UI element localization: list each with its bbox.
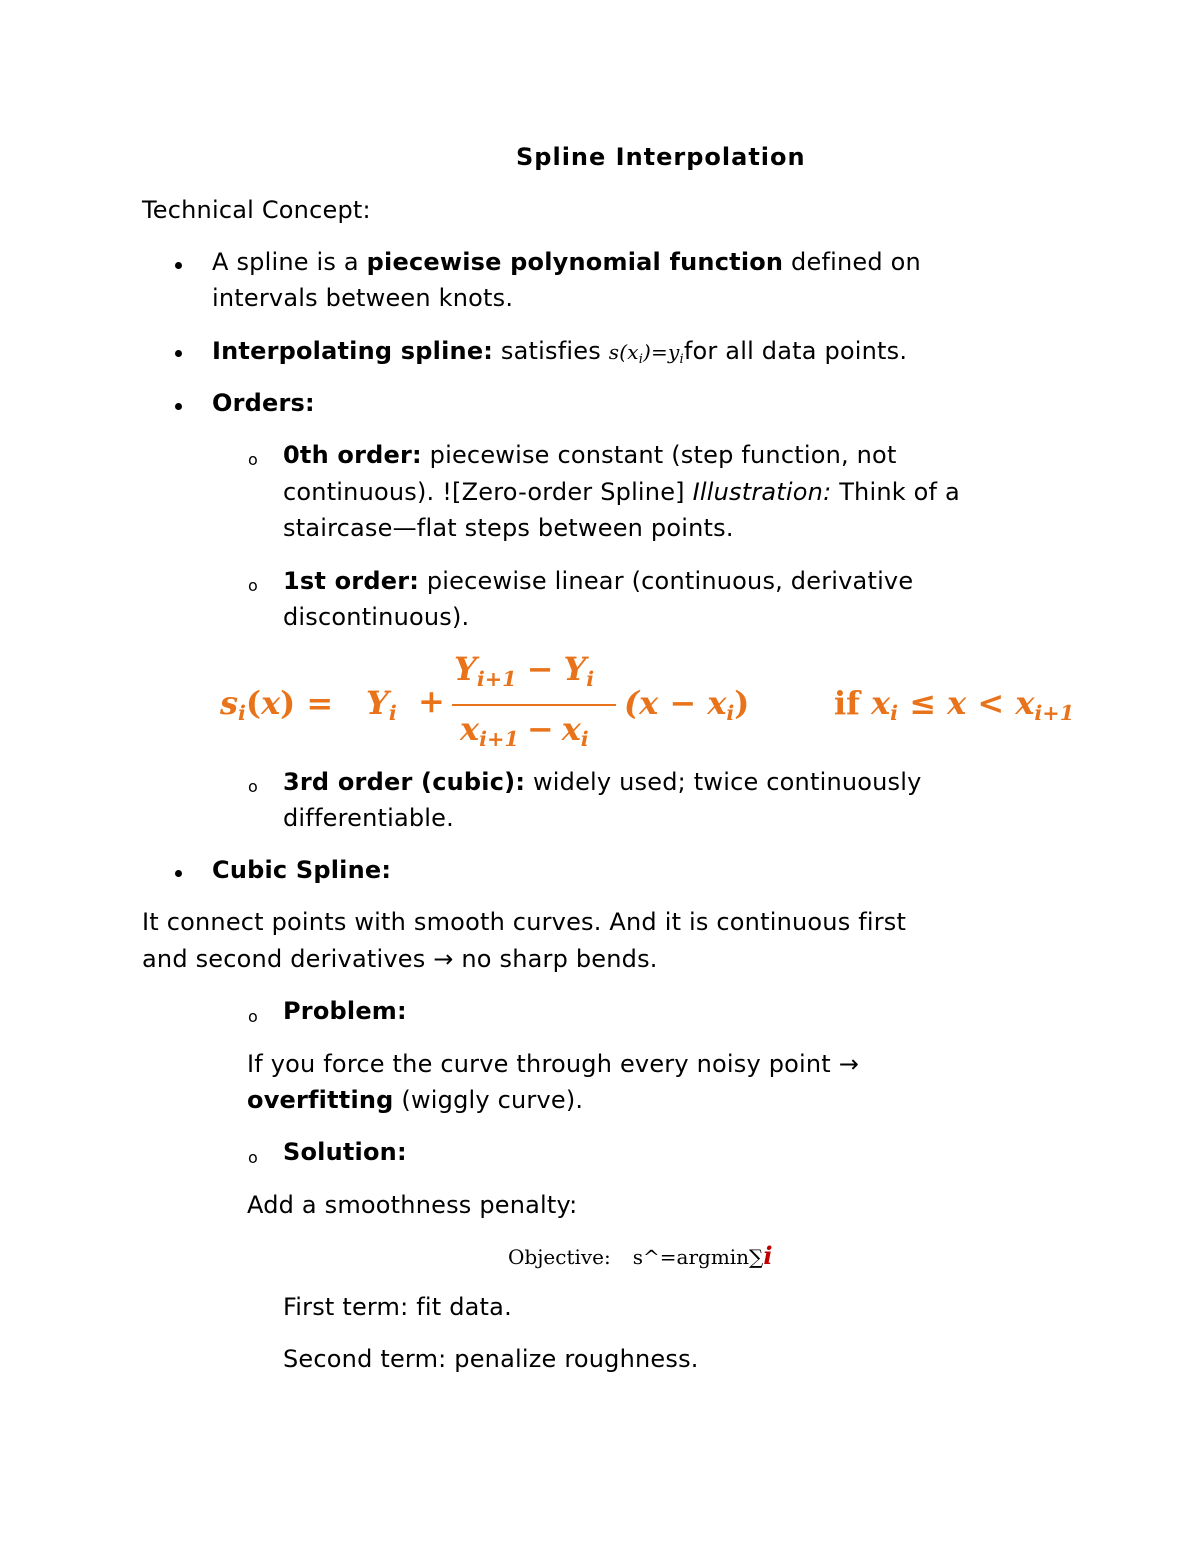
objective-expr: s^=argmin∑ [632,1245,764,1269]
problem-line1: If you force the curve through every noisy point → [247,1050,860,1078]
interp-math: $s(x_i)=y_i$ [608,340,684,367]
paragraph-line2: and second derivatives → no sharp bends. [142,945,658,973]
bullet-cubic-spline: Cubic Spline: [212,856,392,884]
sub-bullet-circle: o [248,777,258,796]
solution-line1: Add a smoothness penalty: [247,1191,578,1219]
bullet-dot [175,870,182,877]
order3-line1: 3rd order (cubic): widely used; twice continuously [283,768,922,796]
order0-line3: staircase—flat steps between points. [283,514,734,542]
eq-denominator: $x_{i+1} - x_i$ [460,710,589,752]
problem-heading: Problem: [283,997,407,1025]
bold-term: piecewise polynomial function [366,248,784,276]
first-term: First term: fit data. [283,1293,512,1321]
eq-tail: $(x - x_i)$ [624,684,750,726]
page-title: Spline Interpolation [516,143,806,171]
bullet-dot [175,262,182,269]
order1-line2: discontinuous). [283,603,470,631]
problem-line2: overfitting (wiggly curve). [247,1086,584,1114]
sub-bullet-circle: o [248,450,258,469]
eq-condition: if $x_i \le x < x_{i+1}$ [834,684,1075,726]
bullet-orders: Orders: [212,389,315,417]
sub-bullet-circle: o [248,576,258,595]
paragraph-line1: It connect points with smooth curves. And it is continuous first [142,908,907,936]
eq-fraction-bar [452,704,616,706]
order0-line1: 0th order: piecewise constant (step function, not [283,441,897,469]
bullet-dot [175,403,182,410]
sub-bullet-circle: o [248,1148,258,1167]
objective-glyph: 𝒊 [763,1241,773,1270]
bullet-piecewise-line1: A spline is a piecewise polynomial function defined on [212,248,921,276]
eq-numerator: $Y_{i+1} - Y_i$ [454,650,595,692]
section-heading: Technical Concept: [142,196,371,224]
order3-line2: differentiable. [283,804,454,832]
order1-line1: 1st order: piecewise linear (continuous, derivative [283,567,914,595]
bullet-piecewise-line2: intervals between knots. [212,284,514,312]
order0-line2: continuous). ![Zero-order Spline] Illustration: Think of a [283,478,960,506]
objective-formula [508,1242,772,1271]
eq-lhs: $s_i(x)$ = [220,684,334,726]
eq-y: $Y_i$ [366,684,397,726]
objective-label: Objective: [508,1245,611,1269]
sub-bullet-circle: o [248,1007,258,1026]
second-term: Second term: penalize roughness. [283,1345,699,1373]
bullet-interpolating: Interpolating spline: satisfies $s(x_i)=y_ifor$ all data points. [212,337,908,367]
eq-plus: + [418,682,445,720]
bullet-dot [175,350,182,357]
solution-heading: Solution: [283,1138,407,1166]
